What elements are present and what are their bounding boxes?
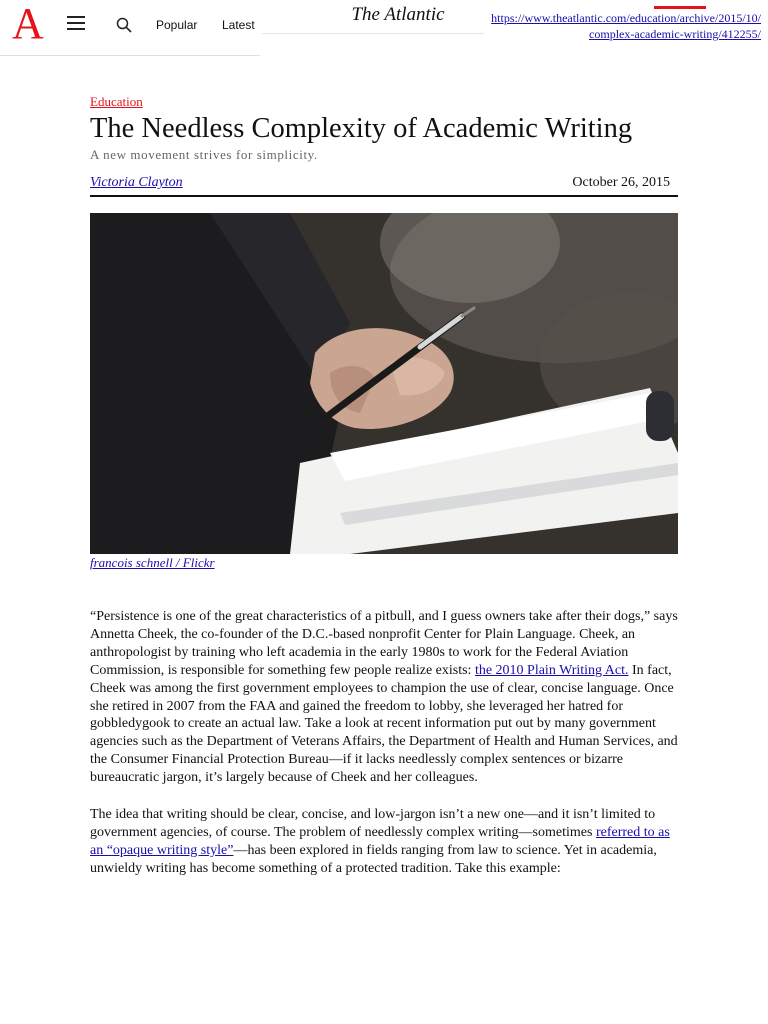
hamburger-menu-icon[interactable] — [67, 16, 85, 30]
masthead-divider — [262, 33, 484, 34]
byline — [90, 175, 678, 197]
atlantic-logo[interactable]: A — [12, 0, 44, 48]
paragraph-1-text-b: In fact, Cheek was among the first government employees to champion the use of clear, concise language. Once she retired in 2007 from the FAA and gained the freedom to lobby, she leveraged her hatred for gobbledygook to create an actual law. Take a look at recent information put out by many government agencies such as the Department of Veterans Affairs, the Department of Health and Human Services, and the Consumer Financial Protection Bureau—if it lacks needlessly complex sentences or bizarre bureaucratic jargon, it’s largely because of Cheek and her colleagues. — [90, 662, 678, 786]
nav-link-latest[interactable]: Latest — [222, 18, 255, 32]
publish-date: October 26, 2015 — [572, 175, 670, 190]
hero-illustration — [90, 213, 678, 554]
article-body — [90, 608, 680, 897]
search-icon[interactable] — [116, 17, 132, 33]
paragraph-2-text-a: The idea that writing should be clear, concise, and low-jargon isn’t a new one—and it isn’t limited to government agencies, of course. The problem of needlessly complex writing—sometimes — [90, 807, 656, 840]
paragraph-1 — [90, 608, 680, 787]
article-url-link[interactable]: https://www.theatlantic.com/education/archive/2015/10/complex-academic-writing/412255/ — [491, 11, 761, 41]
article-dek: A new movement strives for simplicity. — [90, 147, 318, 162]
nav-link-popular[interactable]: Popular — [156, 18, 198, 32]
paragraph-2-text-b: —has been explored in fields ranging from law to science. Yet in academia, unwieldy writing has become something of a protected tradition. Take this example: — [90, 842, 657, 876]
top-nav — [0, 0, 260, 56]
hero-image — [90, 213, 678, 554]
photo-credit-link[interactable]: francois schnell / Flickr — [90, 555, 215, 570]
opaque-writing-style-link[interactable]: referred to as an “opaque writing style” — [90, 824, 670, 858]
url-accent-bar — [654, 6, 706, 9]
paragraph-2 — [90, 806, 680, 878]
author-link[interactable]: Victoria Clayton — [90, 175, 183, 190]
plain-writing-act-link[interactable]: the 2010 Plain Writing Act. — [474, 662, 629, 678]
category-link[interactable]: Education — [90, 94, 143, 109]
article-headline: The Needless Complexity of Academic Writing — [90, 113, 633, 144]
masthead-title[interactable]: The Atlantic — [351, 4, 445, 25]
paragraph-1-text-a: “Persistence is one of the great characteristics of a pitbull, and I guess owners take after their dogs,” says Annetta Cheek, the co-founder of the D.C.-based nonprofit Center for Plain Language. Cheek, an anthropologist by training who left academia in the early 1980s to work for the Federal Aviation Commission, is responsible for something few people realize exists: — [90, 609, 678, 678]
